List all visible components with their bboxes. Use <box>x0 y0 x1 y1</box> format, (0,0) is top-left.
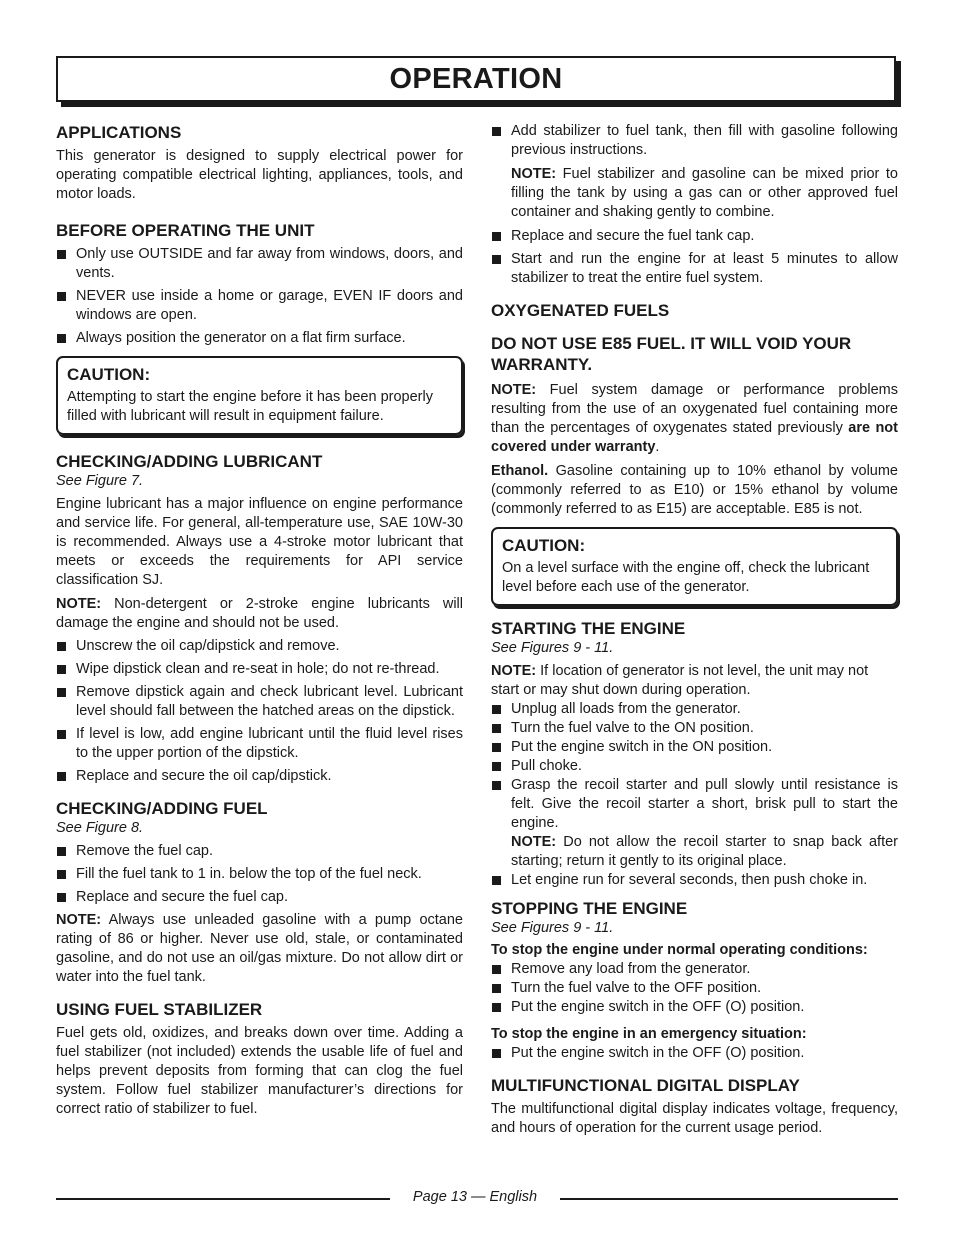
normal-stop-steps <box>491 960 898 1017</box>
stabilizer-text: Fuel gets old, oxidizes, and breaks down over time. Adding a fuel stabilizer (not included) extends the usable life of fuel and helps prevent deposits from forming that can clog the fuel system. Follow fuel stabilizer manufacturer’s directions for correct ratio of stabilizer to fuel. <box>56 1025 463 1117</box>
list-item: Wipe dipstick clean and re-seat in hole; do not re-thread. <box>56 660 463 679</box>
note-text: Fuel system damage or performance problems resulting from the use of an oxygenated fuel containing more than the percentages of oxygenates stated previously <box>491 382 898 436</box>
list-item: Remove dipstick again and check lubricant level. Lubricant level should fall between the hatched areas on the dipstick. <box>56 683 463 721</box>
note-label: NOTE: <box>56 596 102 612</box>
note-text: If location of generator is not level, the unit may not start or may shut down during operation. <box>491 663 869 698</box>
ethanol-body: Gasoline containing up to 10% ethanol by volume (commonly referred to as E10) or 15% ethanol by volume (commonly referred to as E15) are acceptable. E85 is not. <box>491 463 898 517</box>
stabilizer-heading: USING FUEL STABILIZER <box>56 1000 263 1019</box>
lubricant-steps <box>56 637 463 786</box>
figure-reference: See Figure 7. <box>56 473 144 489</box>
normal-stop-text: To stop the engine under normal operating conditions: <box>491 942 868 958</box>
list-item: Add stabilizer to fuel tank, then fill with gasoline following previous instructions. <box>491 122 898 160</box>
list-item: NEVER use inside a home or garage, EVEN IF doors and windows are open. <box>56 287 463 325</box>
figure-reference: See Figure 8. <box>56 820 144 836</box>
list-item: Put the engine switch in the ON position. <box>491 738 898 757</box>
page-footer <box>56 1187 898 1207</box>
page-number: Page 13 — English <box>412 1189 538 1205</box>
ethanol-label: Ethanol. <box>491 463 549 479</box>
footer-rule-right <box>560 1198 898 1200</box>
list-item: Turn the fuel valve to the OFF position. <box>491 979 898 998</box>
list-item: Let engine run for several seconds, then push choke in. <box>491 871 898 890</box>
list-item: Fill the fuel tank to 1 in. below the top of the fuel neck. <box>56 865 463 884</box>
note-label: NOTE: <box>511 166 557 182</box>
stopping-heading: STOPPING THE ENGINE <box>491 899 688 918</box>
note-label: NOTE: <box>56 912 102 928</box>
note-text: Non-detergent or 2-stroke engine lubricants will damage the engine and should not be used. <box>56 596 463 631</box>
right-column <box>491 122 898 1138</box>
list-item: Unscrew the oil cap/dipstick and remove. <box>56 637 463 656</box>
caution-box-lubricant <box>56 356 463 435</box>
emergency-stop-text: To stop the engine in an emergency situation: <box>491 1026 807 1042</box>
list-item: Start and run the engine for at least 5 minutes to allow stabilizer to treat the entire fuel system. <box>491 250 898 288</box>
note-text: Always use unleaded gasoline with a pump octane rating of 86 or higher. Never use old, stale, or contaminated gasoline, and do not use an oil/gas mixture. Do not allow dirt or water into the fuel tank. <box>56 912 463 985</box>
list-item: Pull choke. <box>491 757 898 776</box>
normal-stop-label <box>491 941 898 960</box>
display-heading: MULTIFUNCTIONAL DIGITAL DISPLAY <box>491 1076 800 1095</box>
note-label: NOTE: <box>491 382 537 398</box>
stabilizer-steps <box>491 122 898 160</box>
lubricant-text: Engine lubricant has a major influence on engine performance and service life. For general, all-temperature use, SAE 10W-30 is recommended. Always use a 4-stroke motor lubricant that meets or exceeds the requirements for API service classification SJ. <box>56 496 463 588</box>
oxygenated-note <box>491 381 898 457</box>
list-item: Replace and secure the fuel cap. <box>56 888 463 907</box>
stabilizer-steps-continued <box>491 227 898 288</box>
figure-reference: See Figures 9 - 11. <box>491 640 614 656</box>
note-label: NOTE: <box>491 663 537 679</box>
starting-note <box>491 662 898 700</box>
caution-text: Attempting to start the engine before it has been properly filled with lubricant will result in equipment failure. <box>67 389 433 424</box>
warranty-text: are not covered under warranty <box>491 420 898 455</box>
fuel-steps <box>56 842 463 907</box>
fuel-heading: CHECKING/ADDING FUEL <box>56 799 268 818</box>
applications-heading: APPLICATIONS <box>56 123 182 142</box>
starting-heading: STARTING THE ENGINE <box>491 619 686 638</box>
list-item: Always position the generator on a flat firm surface. <box>56 329 463 348</box>
lubricant-heading: CHECKING/ADDING LUBRICANT <box>56 452 323 471</box>
caution-title: CAUTION: <box>502 536 586 555</box>
applications-text: This generator is designed to supply electrical power for operating compatible electrical lighting, appliances, tools, and motor loads. <box>56 148 463 202</box>
ethanol-text <box>491 462 898 519</box>
e85-warning: DO NOT USE E85 FUEL. IT WILL VOID YOUR WARRANTY. <box>491 334 852 374</box>
list-item: Replace and secure the fuel tank cap. <box>491 227 898 246</box>
list-item: Remove the fuel cap. <box>56 842 463 861</box>
note-text: Do not allow the recoil starter to snap back after starting; return it gently to its original place. <box>511 834 898 869</box>
emergency-stop-steps <box>491 1044 898 1063</box>
list-item: Turn the fuel valve to the ON position. <box>491 719 898 738</box>
list-item: Put the engine switch in the OFF (O) position. <box>491 998 898 1017</box>
list-item: If level is low, add engine lubricant until the fluid level rises to the upper portion of the dipstick. <box>56 725 463 763</box>
before-operating-list <box>56 245 463 348</box>
fuel-note <box>56 911 463 987</box>
note-period: . <box>655 439 660 455</box>
left-column <box>56 122 463 1119</box>
page-title: OPERATION <box>389 62 563 95</box>
list-item: Remove any load from the generator. <box>491 960 898 979</box>
list-item: Only use OUTSIDE and far away from windows, doors, and vents. <box>56 245 463 283</box>
starting-steps-final <box>491 871 898 890</box>
oxygenated-heading: OXYGENATED FUELS <box>491 301 670 320</box>
list-item: Grasp the recoil starter and pull slowly until resistance is felt. Give the recoil starter a short, brisk pull to start the engine. <box>491 776 898 833</box>
starting-steps <box>491 700 898 833</box>
list-item: Unplug all loads from the generator. <box>491 700 898 719</box>
page-title-box <box>56 56 896 102</box>
footer-rule-left <box>56 1198 390 1200</box>
note-text: Fuel stabilizer and gasoline can be mixed prior to filling the tank by using a gas can or other approved fuel container and shaking gently to combine. <box>511 166 898 220</box>
list-item: Replace and secure the oil cap/dipstick. <box>56 767 463 786</box>
stabilizer-note <box>491 165 898 222</box>
note-label: NOTE: <box>511 834 557 850</box>
caution-title: CAUTION: <box>67 365 151 384</box>
before-operating-heading: BEFORE OPERATING THE UNIT <box>56 221 315 240</box>
emergency-stop-label <box>491 1025 898 1044</box>
list-item: Put the engine switch in the OFF (O) position. <box>491 1044 898 1063</box>
caution-text: On a level surface with the engine off, check the lubricant level before each use of the generator. <box>502 560 870 595</box>
figure-reference: See Figures 9 - 11. <box>491 920 614 936</box>
caution-box-level <box>491 527 898 606</box>
recoil-note <box>491 833 898 871</box>
display-text: The multifunctional digital display indicates voltage, frequency, and hours of operation for the current usage period. <box>491 1101 898 1136</box>
lubricant-note <box>56 595 463 633</box>
